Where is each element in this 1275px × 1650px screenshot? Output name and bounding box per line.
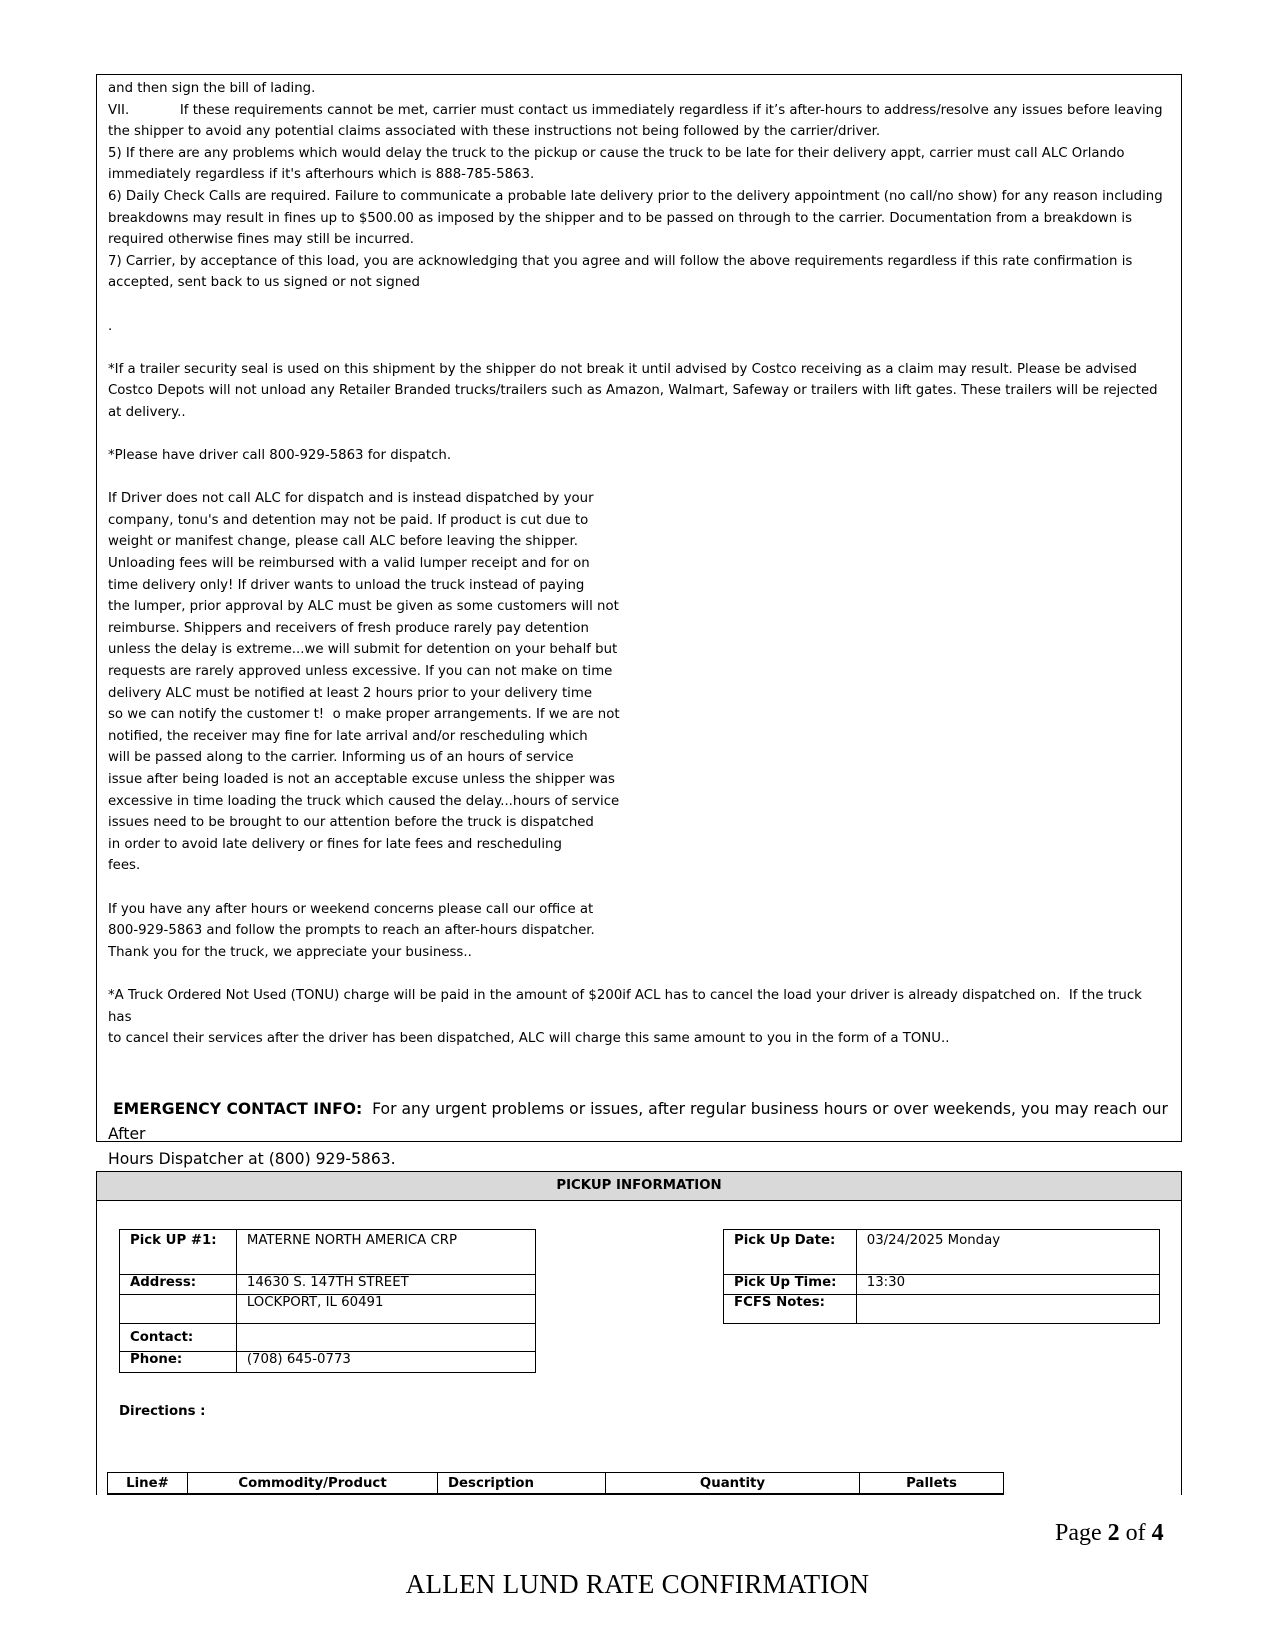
driver-policy-line: company, tonu's and detention may not be paid. If product is cut due to (108, 512, 589, 528)
column-header-quantity: Quantity (606, 1473, 860, 1495)
terms-line: VII. If these requirements cannot be met, carrier must contact us immediately regardless if it’s after-hours to address/resolve any issues before leaving (108, 102, 1163, 118)
seal-notice-line: *If a trailer security seal is used on this shipment by the shipper do not break it until advised by Costco receiving as a claim may result. Please be advised (108, 361, 1137, 377)
fcfs-notes-label: FCFS Notes: (724, 1295, 857, 1324)
tonu-notice-line: *A Truck Ordered Not Used (TONU) charge will be paid in the amount of $200if ACL has to cancel the load your driver is already dispatched on. If the truck has (108, 987, 1147, 1025)
pickup-location-table (119, 1229, 536, 1373)
contact-value (236, 1324, 535, 1352)
dispatch-notice: *Please have driver call 800-929-5863 for dispatch. (108, 448, 452, 464)
tonu-notice-line: to cancel their services after the driver has been dispatched, ALC will charge this same amount to you in the form of a TONU.. (108, 1031, 950, 1047)
page-number: Page 2 of 4 (1055, 1520, 1164, 1546)
pickup-header: PICKUP INFORMATION (97, 1172, 1181, 1201)
pickup-label: Pick UP #1: (120, 1230, 237, 1275)
pickup-date-value: 03/24/2025 Monday (856, 1230, 1159, 1275)
terms-line: the shipper to avoid any potential claims associated with these instructions not being followed by the carrier/driver. (108, 124, 881, 140)
driver-policy-line: weight or manifest change, please call ALC before leaving the shipper. (108, 534, 578, 550)
column-header-line: Line# (108, 1473, 188, 1495)
driver-policy-line: will be passed along to the carrier. Informing us of an hours of service (108, 750, 574, 766)
phone-label: Phone: (120, 1352, 237, 1373)
terms-line: immediately regardless if it's afterhours which is 888-785-5863. (108, 167, 535, 183)
driver-policy-line: fees. (108, 858, 141, 874)
contact-label: Contact: (120, 1324, 237, 1352)
driver-policy-line: so we can notify the customer t! o make proper arrangements. If we are not (108, 707, 620, 723)
total-pages: 4 (1151, 1520, 1164, 1546)
driver-policy-line: time delivery only! If driver wants to unload the truck instead of paying (108, 577, 585, 593)
terms-line: and then sign the bill of lading. (108, 81, 316, 96)
pickup-schedule-table (723, 1229, 1160, 1324)
driver-policy-line: the lumper, prior approval by ALC must be given as some customers will not (108, 599, 619, 615)
terms-line: accepted, sent back to us signed or not signed (108, 275, 420, 291)
terms-line: required otherwise fines may still be incurred. (108, 232, 415, 248)
seal-notice-line: Costco Depots will not unload any Retailer Branded trucks/trailers such as Amazon, Walmart, Safeway or trailers with lift gates. These trailers will be rejected (108, 383, 1158, 399)
terms-line: 7) Carrier, by acceptance of this load, you are acknowledging that you agree and will follow the above requirements regardless if this rate confirmation is (108, 253, 1133, 269)
address-label: Address: (120, 1275, 237, 1295)
driver-policy-line: issues need to be brought to our attention before the truck is dispatched (108, 815, 594, 831)
pickup-time-label: Pick Up Time: (724, 1275, 857, 1295)
phone-value: (708) 645-0773 (236, 1352, 535, 1373)
column-header-commodity: Commodity/Product (188, 1473, 438, 1495)
emergency-text: For any urgent problems or issues, after regular business hours or over weekends, you may reach our After (108, 1099, 1173, 1143)
driver-policy-line: Unloading fees will be reimbursed with a valid lumper receipt and for on (108, 556, 590, 572)
terms-line: 6) Daily Check Calls are required. Failure to communicate a probable late delivery prior to the delivery appointment (no call/no show) for any reason including (108, 188, 1163, 204)
afterhours-line: Thank you for the truck, we appreciate your business.. (108, 944, 472, 960)
directions-label: Directions : (119, 1404, 206, 1419)
driver-policy-line: in order to avoid late delivery or fines for late fees and rescheduling (108, 836, 562, 852)
seal-notice-line: at delivery.. (108, 404, 186, 420)
terms-line: 5) If there are any problems which would delay the truck to the pickup or cause the truck to be late for their delivery appt, carrier must call ALC Orlando (108, 145, 1125, 161)
pickup-name: MATERNE NORTH AMERICA CRP (236, 1230, 535, 1275)
address-line-2: LOCKPORT, IL 60491 (236, 1295, 535, 1324)
emergency-text: Hours Dispatcher at (800) 929-5863. (108, 1149, 396, 1168)
current-page: 2 (1107, 1520, 1120, 1546)
commodity-table-header (107, 1472, 1004, 1495)
terms-section (96, 74, 1182, 1168)
column-header-pallets: Pallets (860, 1473, 1004, 1495)
driver-policy-line: requests are rarely approved unless excessive. If you can not make on time (108, 664, 613, 680)
pickup-time-value: 13:30 (856, 1275, 1159, 1295)
terms-line: breakdowns may result in fines up to $500.00 as imposed by the shipper and to be passed on through to the carrier. Documentation from a breakdown is (108, 210, 1133, 226)
afterhours-line: 800-929-5863 and follow the prompts to reach an after-hours dispatcher. (108, 923, 595, 939)
emergency-contact (108, 1097, 1173, 1172)
driver-policy-line: issue after being loaded is not an acceptable excuse unless the shipper was (108, 772, 615, 787)
driver-policy-line: excessive in time loading the truck which caused the delay...hours of service (108, 793, 620, 809)
driver-policy-line: delivery ALC must be notified at least 2 hours prior to your delivery time (108, 685, 592, 701)
fcfs-notes-value (856, 1295, 1159, 1324)
terms-dot: . (108, 318, 113, 334)
pickup-information-section (96, 1171, 1182, 1495)
emergency-label: EMERGENCY CONTACT INFO: (112, 1099, 363, 1118)
document-title: ALLEN LUND RATE CONFIRMATION (405, 1569, 870, 1599)
address-line-1: 14630 S. 147TH STREET (236, 1275, 535, 1295)
driver-policy-line: notified, the receiver may fine for late arrival and/or rescheduling which (108, 728, 588, 744)
pickup-date-label: Pick Up Date: (724, 1230, 857, 1275)
driver-policy-line: unless the delay is extreme...we will submit for detention on your behalf but (108, 642, 618, 658)
driver-policy-line: reimburse. Shippers and receivers of fresh produce rarely pay detention (108, 620, 589, 636)
driver-policy-line: If Driver does not call ALC for dispatch and is instead dispatched by your (108, 491, 594, 507)
afterhours-line: If you have any after hours or weekend concerns please call our office at (108, 901, 594, 917)
driver-policy-block (108, 488, 628, 963)
column-header-description: Description (438, 1473, 606, 1495)
